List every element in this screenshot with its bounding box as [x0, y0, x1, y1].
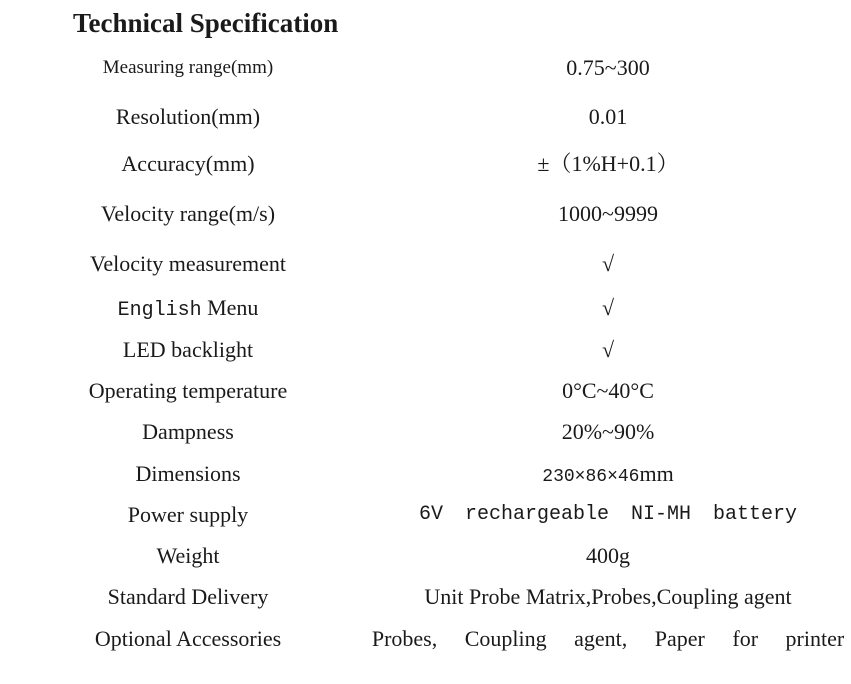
spec-param-mono-part: English	[117, 299, 202, 322]
spec-param: Standard Delivery	[107, 584, 269, 609]
spec-row-optional-accessories	[0, 621, 851, 657]
spec-row-velocity-measurement	[0, 246, 851, 282]
spec-param: Velocity measurement	[89, 251, 287, 276]
spec-row-measuring-range	[0, 50, 851, 86]
spec-value: 0°C~40°C	[562, 378, 654, 403]
spec-value: √	[601, 337, 615, 362]
spec-value: ±（1%H+0.1）	[537, 151, 679, 176]
spec-param: Measuring range(mm)	[102, 57, 274, 78]
spec-param: Weight	[156, 543, 220, 568]
spec-value-mono-part: 230×86×46	[542, 467, 640, 487]
spec-param: Resolution(mm)	[115, 104, 261, 129]
spec-row-standard-delivery	[0, 579, 851, 615]
spec-value-rest-part: mm	[639, 461, 674, 486]
spec-row-dimensions	[0, 456, 851, 492]
spec-row-velocity-range	[0, 196, 851, 232]
spec-value: √	[601, 251, 615, 276]
spec-param: Dimensions	[135, 461, 241, 486]
spec-param	[42, 290, 334, 326]
spec-row-weight	[0, 538, 851, 574]
spec-param: Accuracy(mm)	[121, 151, 255, 176]
spec-param: Operating temperature	[88, 378, 288, 403]
spec-value: 20%~90%	[561, 419, 655, 444]
spec-row-english-menu	[0, 290, 851, 326]
spec-param: Power supply	[127, 502, 249, 527]
spec-value: 6V rechargeable NI-MH battery	[418, 503, 798, 526]
spec-param: Dampness	[142, 419, 234, 444]
spec-row-dampness	[0, 414, 851, 450]
spec-value: Unit Probe Matrix,Probes,Coupling agent	[424, 584, 792, 609]
spec-param: Velocity range(m/s)	[100, 201, 276, 226]
spec-row-accuracy	[0, 146, 851, 182]
spec-value	[360, 456, 851, 492]
spec-row-operating-temperature	[0, 373, 851, 409]
spec-param-rest-part: Menu	[201, 295, 259, 320]
spec-value: √	[601, 295, 615, 320]
page-title: Technical Specification	[73, 8, 339, 38]
spec-param: Optional Accessories	[94, 626, 282, 651]
spec-value: 1000~9999	[558, 201, 658, 226]
spec-value: 0.75~300	[566, 55, 650, 80]
spec-value: 0.01	[588, 104, 628, 129]
spec-row-led-backlight	[0, 332, 851, 368]
spec-param: LED backlight	[122, 337, 254, 362]
spec-value: 400g	[586, 543, 630, 568]
spec-row-resolution	[0, 99, 851, 135]
spec-value: Probes, Coupling agent, Paper for printer	[371, 626, 845, 651]
spec-row-power-supply	[0, 497, 851, 533]
